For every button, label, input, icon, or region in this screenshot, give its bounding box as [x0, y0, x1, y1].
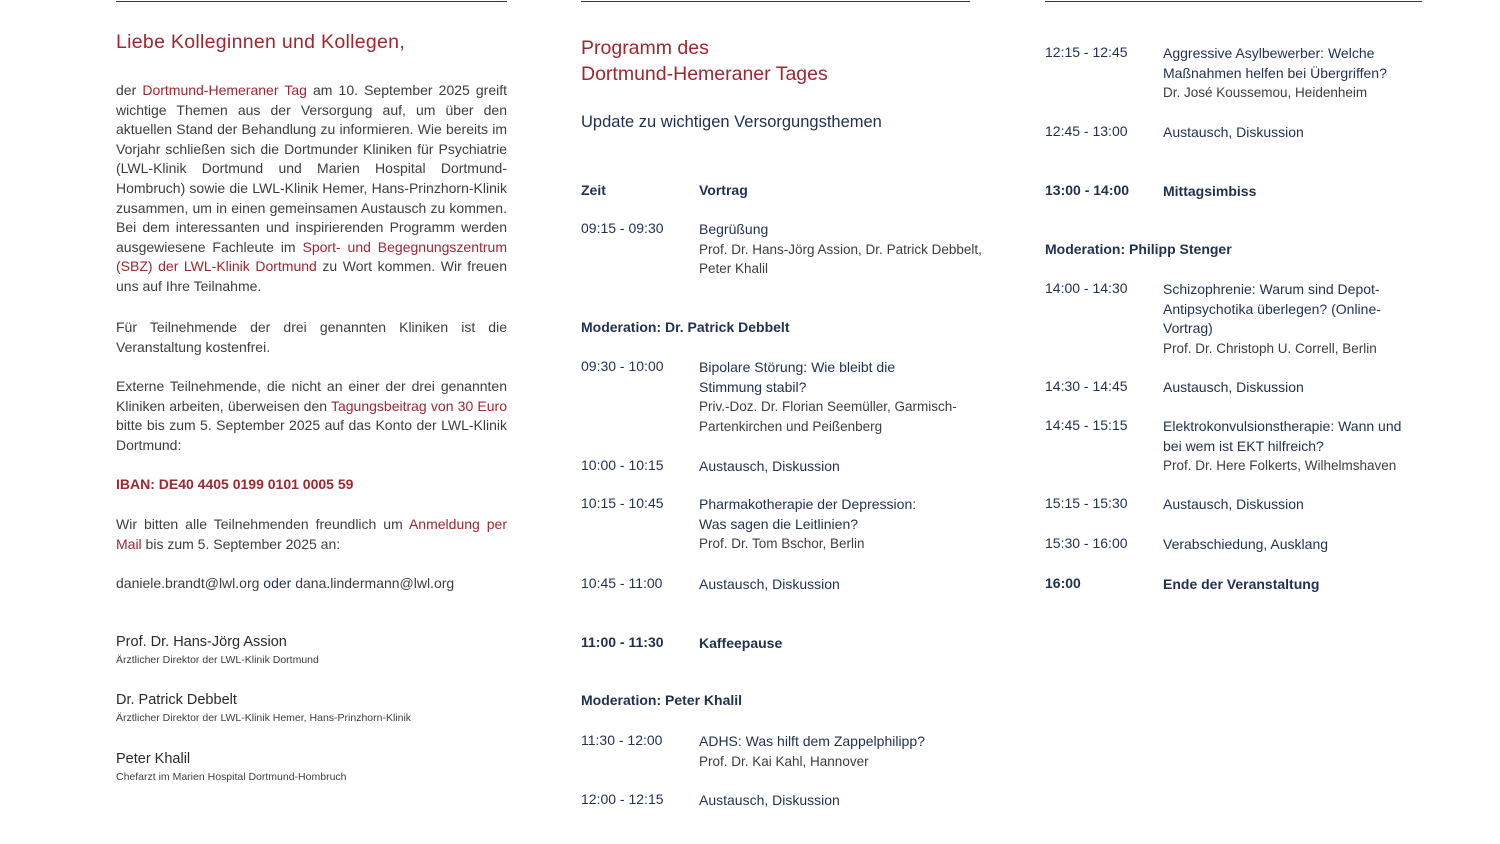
top-rule	[116, 1, 507, 2]
header-time: Zeit	[581, 182, 606, 198]
program-title: Programm des Dortmund-Hemeraner Tages	[581, 37, 828, 85]
paragraph-text: bis zum 5. September 2025 an:	[141, 535, 341, 552]
highlighted-text: Dortmund-Hemeraner Tag	[142, 82, 307, 98]
signature-name: Dr. Patrick Debbelt	[116, 692, 237, 708]
paragraph-text: Externe Teilnehmende, die nicht an einer der drei genannten Kliniken arbeiten, überweisen den	[116, 378, 507, 414]
moderation-label: Moderation: Philipp Stenger	[1045, 241, 1232, 257]
email-link[interactable]: daniele.brandt@lwl.org	[116, 575, 260, 591]
paragraph-text: am 10. September 2025 greift wichtige Themen aus der Versorgung auf, um über den aktuellen Stand der Behandlung zu informieren. Wie bereits im Vorjahr schließen sich die Dortmunder Kliniken für Psychiatrie (LWL-Klinik Dortmund und Marien Hospital Dortmund-Hombruch) sowie die LWL-Klinik Hemer, Hans-Prinzhorn-Klinik zusammen, um in einen gemeinsamen Austausch zu kommen. Bei dem interessanten und inspirierenden Programm werden ausgewiesene Fachleute im	[116, 82, 508, 255]
iban: IBAN: DE40 4405 0199 0101 0005 59	[116, 476, 354, 492]
moderation-label: Moderation: Peter Khalil	[581, 692, 743, 708]
greeting: Liebe Kolleginnen und Kollegen,	[116, 31, 406, 53]
email-link[interactable]: dana.lindermann@lwl.org	[295, 575, 455, 591]
program-subtitle: Update zu wichtigen Versorgungsthemen	[581, 113, 882, 131]
paragraph-text: der	[116, 82, 143, 98]
paragraph-text: Wir bitten alle Teilnehmenden freundlich um	[116, 516, 409, 532]
signature-name: Prof. Dr. Hans-Jörg Assion	[116, 634, 287, 650]
paragraph-text: Für Teilnehmende der drei genannten Kliniken ist die Veranstaltung kostenfrei.	[116, 319, 507, 355]
signature-role: Ärztlicher Direktor der LWL-Klinik Hemer, Hans-Prinzhorn-Klinik	[116, 712, 412, 724]
paragraph-text: bitte bis zum 5. September 2025 auf das Konto der LWL-Klinik Dortmund:	[116, 417, 507, 453]
signature-role: Chefarzt im Marien Hospital Dortmund-Hombruch	[116, 771, 347, 783]
email-connector: oder	[263, 575, 292, 591]
contact-emails	[116, 574, 507, 594]
signature-name: Peter Khalil	[116, 751, 191, 767]
paragraph-text: zu Wort kommen. Wir freuen uns auf Ihre Teilnahme.	[116, 258, 507, 294]
signature-role: Ärztlicher Direktor der LWL-Klinik Dortmund	[116, 654, 319, 666]
external-fee-paragraph	[116, 377, 507, 455]
fee-paragraph	[116, 318, 507, 357]
registration-paragraph	[116, 515, 507, 554]
top-rule	[581, 1, 970, 2]
highlighted-text: Tagungsbeitrag von 30 Euro	[330, 397, 508, 414]
moderation-label: Moderation: Dr. Patrick Debbelt	[581, 319, 790, 335]
header-talk: Vortrag	[699, 182, 748, 198]
highlighted-text: Sport- und Begegnungszentrum (SBZ) der LWL-Klinik Dortmund	[116, 238, 507, 275]
intro-paragraph	[116, 81, 507, 297]
highlighted-text: Anmeldung per Mail	[116, 516, 508, 552]
top-rule	[1045, 1, 1422, 2]
